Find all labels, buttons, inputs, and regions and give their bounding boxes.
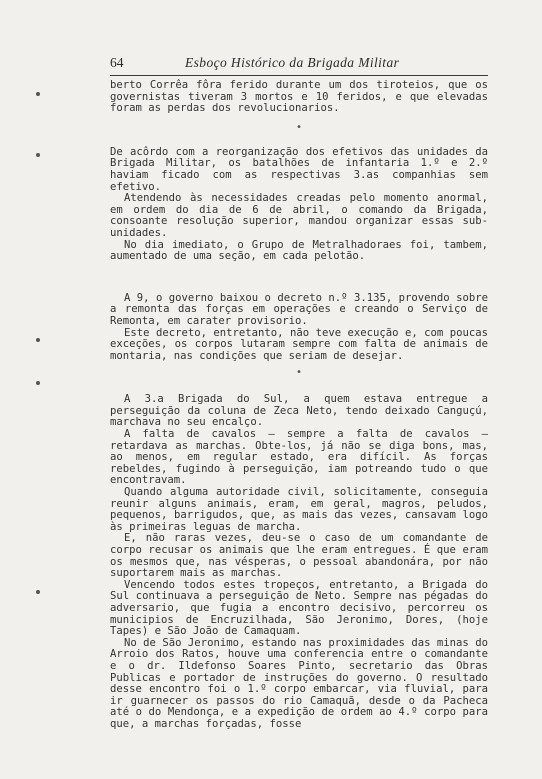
paragraph: berto Corrêa fôra ferido durante um dos tiroteios, que os governistas tiveram 3 mortos e 10 feridos, e que elevadas foram as perdas dos revolucionarios.	[110, 79, 488, 115]
paragraph: Este decreto, entretanto, não teve execução e, com poucas exceções, os corpos lutaram sempre com falta de animais de montaria, nas condições que seriam de desejar.	[110, 326, 488, 362]
page-number: 64	[110, 55, 124, 70]
running-title: Esboço Histórico da Brigada Militar	[185, 55, 400, 70]
body-text	[110, 80, 488, 731]
margin-mark	[36, 92, 40, 96]
margin-mark	[36, 153, 40, 157]
margin-mark	[36, 381, 40, 385]
paragraph: No de São Jeronimo, estando nas proximidades das minas do Arroio dos Ratos, houve uma conferencia entre o comandante e o dr. Ildefonso Soares Pinto, secretario das Obras Publicas e portador de instruções do governo. O resultado desse encontro foi o 1.º corpo embarcar, via fluvial, para ir guarnecer os passos do rio Camaquã, desde o da Pacheca até o do Mendonça, e a expedição de ordem ao 4.º corpo para que, a marchas forçadas, fosse	[110, 636, 488, 730]
paragraph: No dia imediato, o Grupo de Metralhadoraes foi, tambem, aumentado de uma seção, em cada pelotão.	[110, 238, 488, 263]
page-header	[110, 55, 488, 76]
paragraph: Vencendo todos estes tropeços, entretanto, a Brigada do Sul continuava a perseguição de Neto. Sempre nas pégadas do adversario, que fugia a encontro decisivo, percorreu os municipios de Encruzilhada, São Jeronimo, Dores, (hoje Tapes) e São João de Camaquam.	[110, 578, 488, 638]
separator-mark: •	[295, 121, 303, 133]
paragraph: E, não raras vezes, deu-se o caso de um comandante de corpo recusar os animais que lhe eram entregues. É que eram os mesmos que, nas vésperas, o pessoal abandonára, por não suportarem mais as marchas.	[110, 532, 488, 580]
paragraph: A falta de cavalos — sempre a falta de cavalos — retardava as marchas. Obte-los, já não se diga bons, mas, ao menos, em regular estado, era difícil. As forças rebeldes, fugindo à perseguição, iam potreando tudo o que encontravam.	[110, 428, 488, 487]
section-separator	[110, 115, 488, 147]
paragraph: Atendendo às necessidades creadas pelo momento anormal, em ordem do dia de 6 de abril, o comando da Brigada, consoante resolução superior, mandou organizar essas sub-unidades.	[110, 192, 488, 239]
paragraph: A 3.a Brigada do Sul, a quem estava entregue a perseguição da coluna de Zeca Neto, tendo deixado Canguçú, marchava no seu encalço.	[110, 393, 488, 429]
margin-mark	[36, 338, 40, 342]
section-separator	[110, 362, 488, 394]
separator-mark: •	[295, 367, 303, 379]
paragraph: Quando alguma autoridade civil, solicitamente, conseguia reunir alguns animais, eram, em geral, magros, peludos, pequenos, barrigudos, que, as mais das vezes, cansavam logo às primeiras leguas de marcha.	[110, 486, 488, 533]
margin-mark	[36, 590, 40, 594]
section-gap	[110, 263, 488, 293]
paragraph: A 9, o governo baixou o decreto n.º 3.135, provendo sobre a remonta das forças em operações e creando o Serviço de Remonta, em carater provisorio.	[110, 291, 488, 327]
paragraph: De acôrdo com a reorganização dos efetivos das unidades da Brigada Militar, os batalhões de infantaria 1.º e 2.º haviam ficado com as respectivas 3.as companhias sem efetivo.	[110, 145, 488, 193]
